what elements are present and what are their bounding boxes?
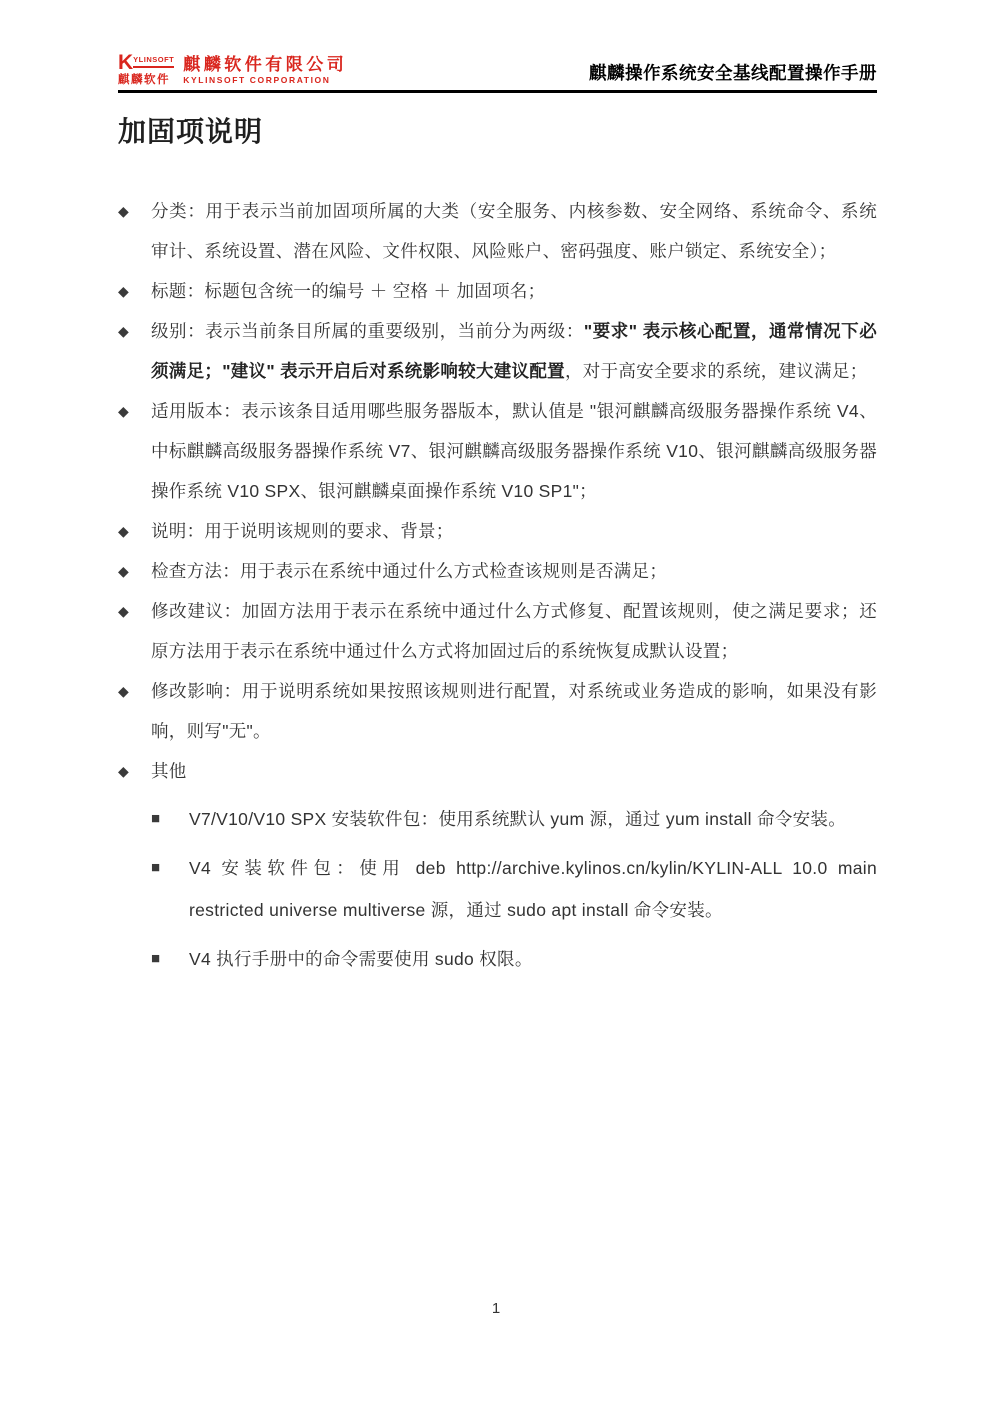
text-segment: 说明：用于说明该规则的要求、背景； [151, 521, 454, 542]
diamond-bullet-icon: ◆ [118, 403, 129, 420]
page-header [118, 0, 877, 93]
kylinsoft-logo-wordmark [183, 56, 347, 85]
text-segment: 适用版本：表示该条目适用哪些服务器版本，默认值是 "银河麒麟高级服务器操作系统 V4、中标麒麟高级服务器操作系统 V7、银河麒麟高级服务器操作系统 V10、银河麒麟高级服务器操作系统 V10 SPX、银河麒麟桌面操作系统 V10 SP1"； [151, 401, 877, 502]
hardening-list [118, 191, 877, 980]
list-item [118, 511, 877, 551]
square-bullet-icon: ■ [151, 810, 161, 828]
text-segment: 级别：表示当前条目所属的重要级别，当前分为两级： [151, 321, 584, 342]
list-item-text [151, 511, 877, 551]
list-item-text [151, 751, 877, 791]
text-segment: 分类：用于表示当前加固项所属的大类（安全服务、内核参数、安全网络、系统命令、系统审计、系统设置、潜在风险、文件权限、风险账户、密码强度、账户锁定、系统安全）； [151, 201, 877, 262]
diamond-bullet-icon: ◆ [118, 563, 129, 580]
list-item-text [189, 847, 877, 931]
list-item [118, 591, 877, 671]
text-segment: 其他 [151, 761, 187, 782]
list-item [118, 391, 877, 511]
kylinsoft-logo-mark [118, 51, 175, 86]
logo-k-letter: K [118, 51, 134, 74]
logo-company-name-cn: 麒麟软件有限公司 [183, 54, 348, 74]
diamond-bullet-icon: ◆ [118, 683, 129, 700]
logo-company-name-en: KYLINSOFT CORPORATION [183, 74, 331, 85]
text-segment: V7/V10/V10 SPX 安装软件包：使用系统默认 yum 源，通过 yum install 命令安装。 [189, 809, 847, 830]
kylinsoft-logo [118, 51, 348, 86]
list-item [118, 271, 877, 311]
list-item [118, 751, 877, 791]
list-item [151, 938, 877, 980]
logo-ylinsoft-text: YLINSOFT [133, 56, 174, 68]
text-segment: 检查方法：用于表示在系统中通过什么方式检查该规则是否满足； [151, 561, 668, 582]
logo-k-row [118, 51, 175, 74]
page-title: 加固项说明 [118, 116, 264, 148]
diamond-bullet-icon: ◆ [118, 203, 129, 220]
diamond-bullet-icon: ◆ [118, 323, 129, 340]
diamond-bullet-icon: ◆ [118, 763, 129, 780]
list-item-text [151, 551, 877, 591]
list-item [151, 798, 877, 840]
list-item [118, 551, 877, 591]
list-item [118, 311, 877, 391]
page-number: 1 [491, 1300, 501, 1317]
diamond-bullet-icon: ◆ [118, 603, 129, 620]
list-item-text [151, 271, 877, 311]
list-item [118, 191, 877, 271]
diamond-bullet-icon: ◆ [118, 283, 129, 300]
list-item [118, 671, 877, 751]
text-segment: V4 执行手册中的命令需要使用 sudo 权限。 [189, 949, 533, 970]
list-item-text [151, 671, 877, 751]
square-bullet-icon: ■ [151, 950, 161, 968]
text-segment: 修改建议：加固方法用于表示在系统中通过什么方式修复、配置该规则，使之满足要求；还原方法用于表示在系统中通过什么方式将加固过后的系统恢复成默认设置； [151, 601, 877, 662]
text-segment: V4 安装软件包：使用 deb http://archive.kylinos.cn/kylin/KYLIN-ALL 10.0 main restricted universe multiverse 源，通过 sudo apt install 命令安装。 [189, 858, 877, 921]
list-item [151, 847, 877, 931]
list-item-text [151, 391, 877, 511]
list-item-text [189, 938, 877, 980]
square-bullet-icon: ■ [151, 859, 161, 877]
text-segment: ，对于高安全要求的系统，建议满足； [564, 361, 868, 382]
text-segment: 标题：标题包含统一的编号 ＋ 空格 ＋ 加固项名； [151, 281, 546, 302]
list-item-text [151, 311, 877, 391]
diamond-bullet-icon: ◆ [118, 523, 129, 540]
bold-text-segment: "要求" 表示核心配置，通常情况下必须满足；"建议" 表示开启后对系统影响较大建议配置 [151, 321, 878, 382]
logo-cn-small-text: 麒麟软件 [118, 73, 170, 86]
page-footer [0, 1300, 992, 1318]
list-item-text [151, 591, 877, 671]
list-item-text [151, 191, 877, 271]
list-item-text [189, 798, 877, 840]
document-title: 麒麟操作系统安全基线配置操作手册 [589, 63, 877, 84]
text-segment: 修改影响：用于说明系统如果按照该规则进行配置，对系统或业务造成的影响，如果没有影响，则写"无"。 [151, 681, 877, 742]
